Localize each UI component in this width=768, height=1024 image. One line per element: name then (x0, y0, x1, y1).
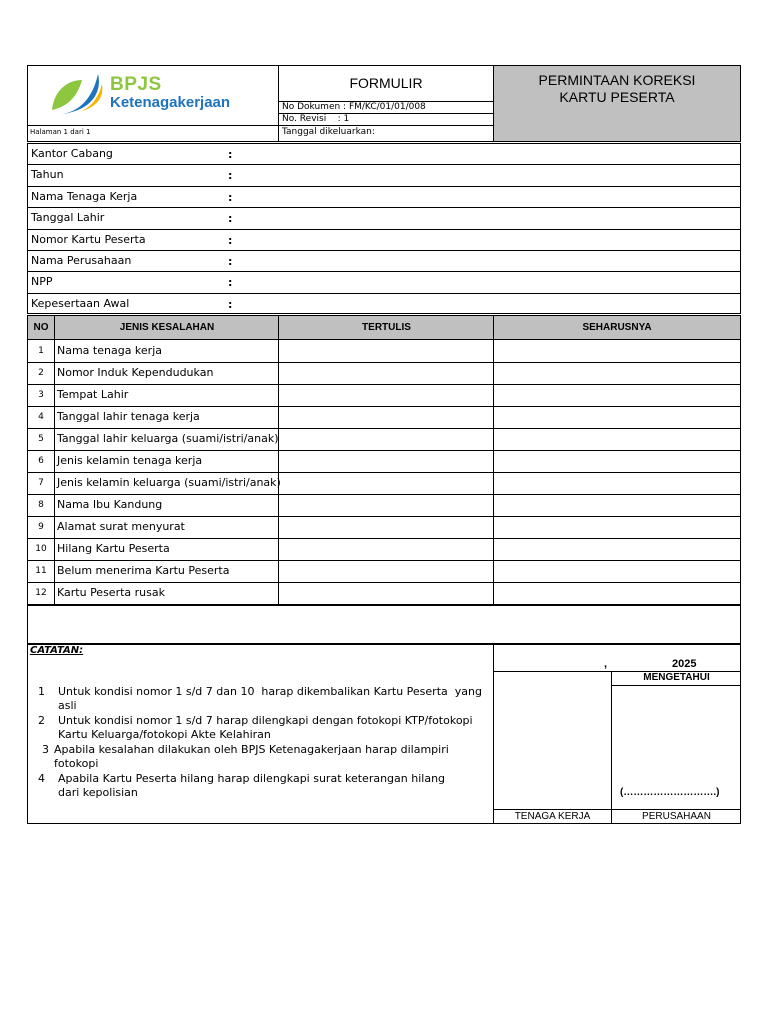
empty-block (27, 605, 741, 644)
date-year: 2025 (672, 658, 697, 670)
sig-line (611, 671, 612, 824)
row-number: 9 (38, 522, 44, 532)
row-jenis-kesalahan: Tanggal lahir keluarga (suami/istri/anak) (57, 432, 279, 445)
row-seharusnya-cell[interactable] (494, 451, 740, 472)
note-4-num: 4 (38, 772, 45, 785)
row-seharusnya-cell[interactable] (494, 539, 740, 560)
field-label: Nama Perusahaan (31, 254, 132, 267)
row-number: 4 (38, 412, 44, 422)
row-number: 8 (38, 500, 44, 510)
note-1-line1: Untuk kondisi nomor 1 s/d 7 dan 10 harap dikembalikan Kartu Peserta yang (58, 685, 482, 698)
perusahaan-label: PERUSAHAAN (642, 811, 711, 822)
row-tertulis-cell[interactable] (279, 495, 493, 516)
note-4-line2: dari kepolisian (58, 786, 138, 799)
row-number: 7 (38, 478, 44, 488)
field-colon: : (228, 212, 233, 226)
row-jenis-kesalahan: Hilang Kartu Peserta (57, 542, 170, 555)
leaf-icon (48, 70, 108, 116)
field-label: Tahun (31, 168, 64, 182)
row-seharusnya-cell[interactable] (494, 517, 740, 538)
field-label: Kantor Cabang (31, 147, 113, 160)
mengetahui-label: MENGETAHUI (643, 672, 710, 683)
field-divider (27, 164, 741, 165)
signature-placeholder: (……………………….) (620, 787, 720, 798)
row-tertulis-cell[interactable] (279, 561, 493, 582)
field-label: NPP (31, 275, 53, 289)
row-seharusnya-cell[interactable] (494, 429, 740, 450)
no-revisi: No. Revisi : 1 (282, 114, 350, 124)
field-divider (27, 186, 741, 187)
row-tertulis-cell[interactable] (279, 429, 493, 450)
row-tertulis-cell[interactable] (279, 583, 493, 604)
header-no: NO (33, 322, 49, 333)
header-line (27, 125, 279, 126)
row-jenis-kesalahan: Jenis kelamin tenaga kerja (57, 454, 203, 467)
note-1-line2: asli (58, 699, 77, 712)
row-seharusnya-cell[interactable] (494, 407, 740, 428)
row-number: 10 (35, 544, 47, 554)
tenaga-kerja-label: TENAGA KERJA (514, 811, 591, 822)
col-line (54, 315, 55, 605)
field-divider (27, 207, 741, 208)
row-number: 11 (35, 566, 47, 576)
note-1-num: 1 (38, 685, 45, 698)
note-2-num: 2 (38, 714, 45, 727)
field-label: Kepesertaan Awal (31, 296, 130, 310)
bpjs-logo (48, 70, 238, 118)
field-colon: : (228, 190, 233, 204)
no-dokumen: No Dokumen : FM/KC/01/01/008 (282, 102, 426, 112)
table-header-line (27, 339, 741, 340)
field-colon: : (228, 276, 233, 290)
row-tertulis-cell[interactable] (279, 363, 493, 384)
field-colon: : (228, 297, 233, 311)
row-tertulis-cell[interactable] (279, 451, 493, 472)
row-number: 5 (38, 434, 44, 444)
field-label: Tanggal Lahir (31, 211, 105, 225)
note-4-line1: Apabila Kartu Peserta hilang harap dilengkapi surat keterangan hilang (58, 772, 446, 785)
row-tertulis-cell[interactable] (279, 473, 493, 494)
date-comma: , (604, 658, 608, 670)
row-seharusnya-cell[interactable] (494, 363, 740, 384)
header-line (278, 125, 494, 126)
note-3-line1: Apabila kesalahan dilakukan oleh BPJS Ketenagakerjaan harap dilampiri (54, 743, 449, 756)
logo-brand: BPJS (110, 74, 162, 95)
row-seharusnya-cell[interactable] (494, 583, 740, 604)
row-jenis-kesalahan: Tempat Lahir (57, 388, 129, 401)
row-number: 3 (38, 390, 44, 400)
row-tertulis-cell[interactable] (279, 539, 493, 560)
field-divider (27, 293, 741, 294)
row-seharusnya-cell[interactable] (494, 561, 740, 582)
field-label: Nomor Kartu Peserta (31, 232, 146, 246)
row-tertulis-cell[interactable] (279, 407, 493, 428)
halaman-label: Halaman 1 dari 1 (30, 128, 91, 136)
field-colon: : (228, 255, 233, 268)
row-number: 1 (38, 346, 44, 356)
row-jenis-kesalahan: Jenis kelamin keluarga (suami/istri/anak) (57, 476, 281, 489)
title-line1: PERMINTAAN KOREKSI (538, 72, 696, 88)
row-seharusnya-cell[interactable] (494, 473, 740, 494)
field-label: Nama Tenaga Kerja (31, 189, 138, 203)
row-seharusnya-cell[interactable] (494, 495, 740, 516)
sig-line (493, 809, 741, 810)
row-jenis-kesalahan: Kartu Peserta rusak (57, 586, 165, 599)
note-3-num: 3 (42, 743, 49, 756)
field-colon: : (228, 148, 233, 161)
logo-subtitle: Ketenagakerjaan (110, 94, 231, 111)
header-tertulis: TERTULIS (362, 322, 411, 333)
row-number: 12 (35, 588, 47, 598)
row-tertulis-cell[interactable] (279, 385, 493, 406)
row-seharusnya-cell[interactable] (494, 341, 740, 362)
row-number: 6 (38, 456, 44, 466)
row-jenis-kesalahan: Nomor Induk Kependudukan (57, 366, 214, 379)
row-jenis-kesalahan: Belum menerima Kartu Peserta (57, 564, 230, 577)
row-tertulis-cell[interactable] (279, 517, 493, 538)
header-jenis: JENIS KESALAHAN (119, 322, 215, 333)
row-jenis-kesalahan: Nama tenaga kerja (57, 344, 162, 357)
field-divider (27, 229, 741, 230)
header-seharusnya: SEHARUSNYA (582, 322, 652, 333)
note-3-line2: fotokopi (54, 757, 99, 770)
row-number: 2 (38, 368, 44, 378)
tanggal-dikeluarkan: Tanggal dikeluarkan: (282, 127, 375, 137)
field-colon: : (228, 233, 233, 247)
field-divider (27, 250, 741, 251)
row-jenis-kesalahan: Nama Ibu Kandung (57, 498, 163, 511)
note-2-line1: Untuk kondisi nomor 1 s/d 7 harap dilengkapi dengan fotokopi KTP/fotokopi (58, 714, 473, 727)
row-jenis-kesalahan: Alamat surat menyurat (57, 520, 185, 533)
formulir-label: FORMULIR (349, 75, 423, 91)
row-seharusnya-cell[interactable] (494, 385, 740, 406)
row-jenis-kesalahan: Tanggal lahir tenaga kerja (57, 410, 200, 423)
note-2-line2: Kartu Keluarga/fotokopi Akte Kelahiran (58, 728, 271, 741)
catatan-title: CATATAN: (30, 645, 84, 656)
row-tertulis-cell[interactable] (279, 341, 493, 362)
title-line2: KARTU PESERTA (559, 89, 675, 105)
sig-line (611, 685, 741, 686)
field-divider (27, 271, 741, 272)
field-colon: : (228, 169, 233, 183)
